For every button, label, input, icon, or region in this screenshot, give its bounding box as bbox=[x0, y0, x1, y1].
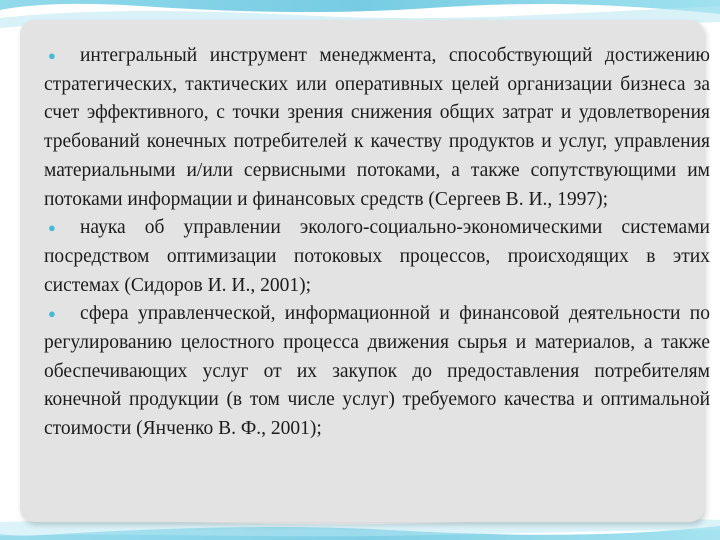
bullet-dot-icon: ● bbox=[48, 306, 56, 322]
list-item bbox=[44, 42, 710, 214]
definition-list bbox=[44, 42, 710, 444]
list-item-text: сфера управленческой, информационной и финансовой деятельности по регулированию целостного процесса движения сырья и материалов, а также обеспечивающих услуг от их закупок до предоставления потребителям конечной продукции (в том числе услуг) требуемого качества и оптимальной стоимости (Янченко В. Ф., 2001); bbox=[44, 303, 710, 440]
content-panel bbox=[20, 20, 710, 522]
list-item-text: наука об управлении эколого-социально-экономическими системами посредством оптимизации потоковых процессов, происходящих в этих системах (Сидоров И. И., 2001); bbox=[44, 217, 710, 296]
list-item bbox=[44, 300, 710, 444]
bullet-dot-icon: ● bbox=[48, 220, 56, 236]
bullet-dot-icon: ● bbox=[48, 48, 56, 63]
list-item-text: интегральный инструмент менеджмента, способствующий достижению стратегических, тактических или оперативных целей организации бизнеса за счет эффективного, с точки зрения снижения общих затрат и удовлетворения требований конечных потребителей к качеству продуктов и услуг, управления материальными и/или сервисными потоками, а также сопутствующими им потоками информации и финансовых средств (Сергеев В. И., 1997); bbox=[44, 45, 710, 210]
list-item bbox=[44, 214, 710, 300]
